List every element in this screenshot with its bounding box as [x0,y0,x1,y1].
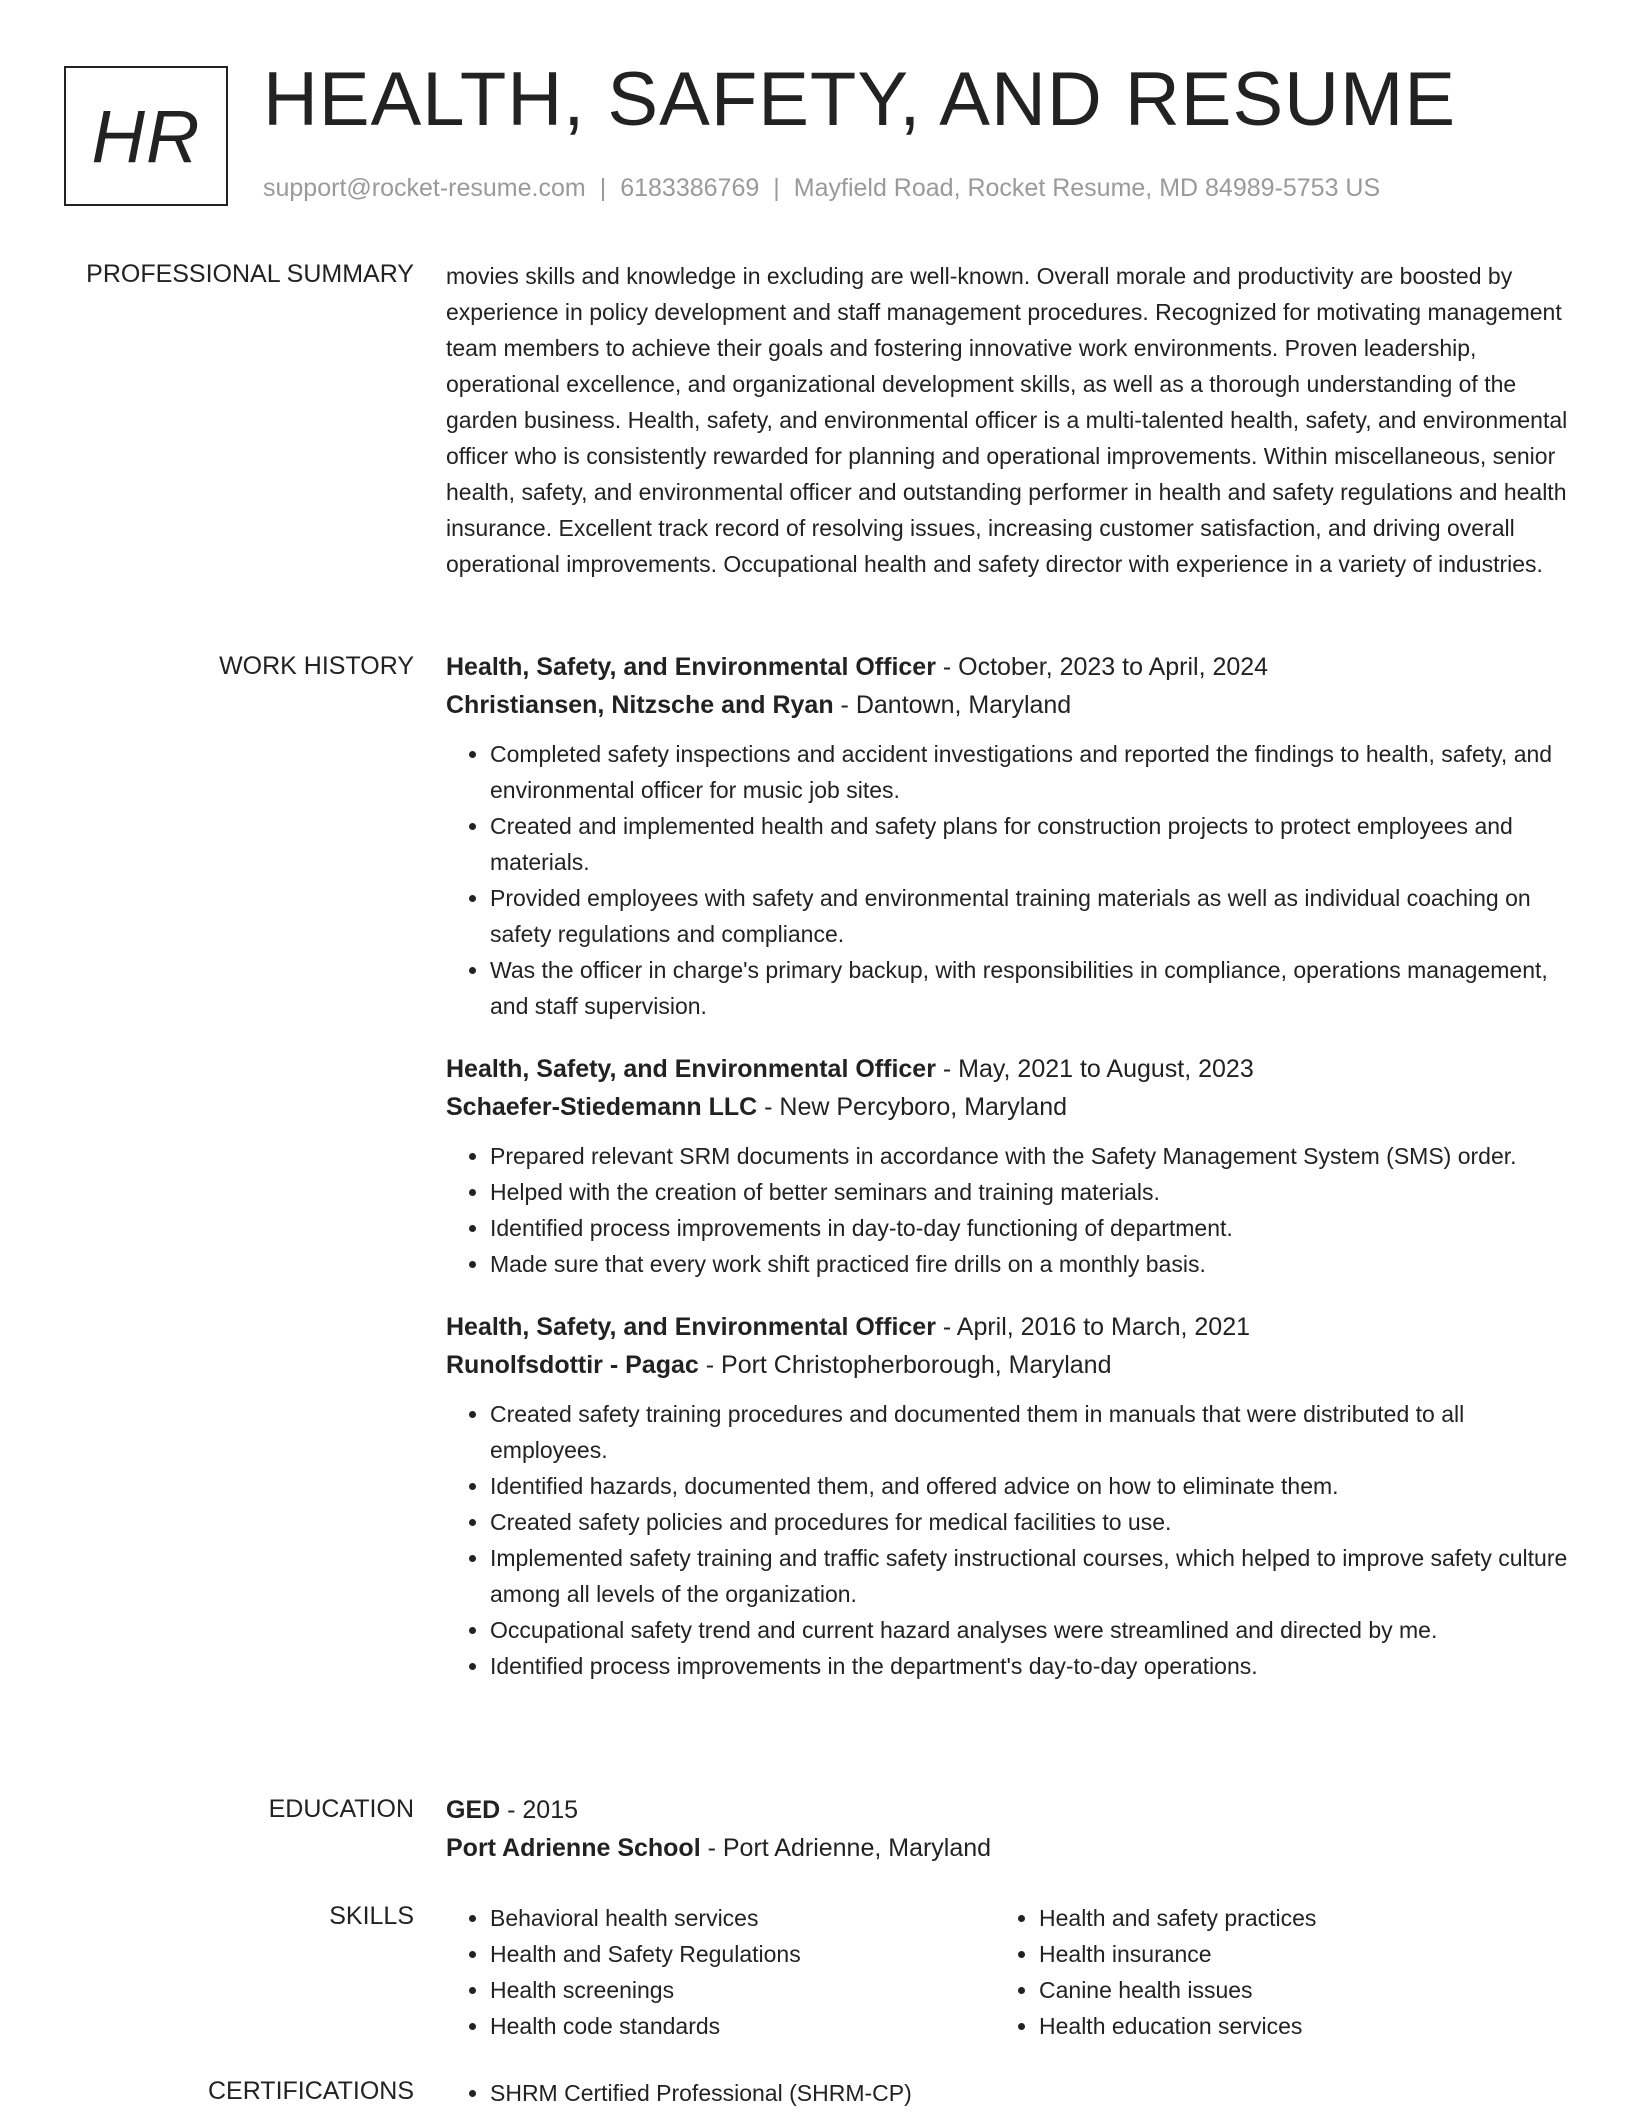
job-entry [446,1050,1568,1282]
job-title-line [446,1308,1568,1346]
job-bullets [446,1138,1568,1282]
job-bullet: • Implemented safety training and traffic safety instructional courses, which helped to improve safety culture among all levels of the organization. [490,1540,1568,1612]
job-location: - Port Christopherborough, Maryland [698,1351,1112,1379]
education-degree-line [446,1791,1568,1829]
job-company-line [446,686,1568,724]
skills-column-right [995,1900,1544,2044]
education-degree: GED [446,1796,501,1824]
monogram-logo: HR [64,66,228,206]
skills-column-left [446,1900,995,2044]
contact-separator: | [599,174,607,202]
contact-separator: | [773,174,780,202]
job-location: - Dantown, Maryland [833,691,1072,719]
summary-text: movies skills and knowledge in excluding are well-known. Overall morale and productivity are boosted by experience in policy development and staff management procedures. Recognized for motivating management team members to achieve their goals and fostering innovative work environments. Proven leadership, operational excellence, and organizational development skills, as well as a thorough understanding of the garden business. Health, safety, and environmental officer is a multi-talented health, safety, and environmental officer who is consistently rewarded for planning and operational improvements. Within miscellaneous, senior health, safety, and environmental officer and outstanding performer in health and safety regulations and health insurance. Excellent track record of resolving issues, increasing customer satisfaction, and driving overall operational improvements. Occupational health and safety director with experience in a variety of industries. [446,263,1568,577]
skills-body [446,1900,1568,2044]
job-bullet: • Created safety training procedures and documented them in manuals that were distributed to all employees. [490,1396,1568,1468]
job-dates: - October, 2023 to April, 2024 [935,653,1269,681]
contact-phone[interactable]: 6183386769 [620,174,760,202]
job-bullet: • Created safety policies and procedures for medical facilities to use. [490,1504,1568,1540]
job-bullets [446,736,1568,1024]
section-label-education: EDUCATION [268,1795,414,1823]
job-bullet: • Prepared relevant SRM documents in accordance with the Safety Management System (SMS) order. [490,1138,1568,1174]
job-title-line [446,648,1568,686]
summary-body [446,258,1568,582]
job-entry [446,648,1568,1024]
job-bullet: • Made sure that every work shift practiced fire drills on a monthly basis. [490,1246,1568,1282]
job-bullet: • Provided employees with safety and environmental training materials as well as individual coaching on safety regulations and compliance. [490,880,1568,952]
job-bullet: • Identified hazards, documented them, and offered advice on how to eliminate them. [490,1468,1568,1504]
education-location: - Port Adrienne, Maryland [700,1834,992,1862]
certification-item: • SHRM Certified Professional (SHRM-CP) [490,2075,1568,2111]
job-dates: - April, 2016 to March, 2021 [935,1313,1250,1341]
skill-item: • Health education services [1039,2008,1544,2044]
job-bullet: • Occupational safety trend and current hazard analyses were streamlined and directed by me. [490,1612,1568,1648]
education-year: - 2015 [500,1796,579,1824]
contact-line [263,174,1380,203]
skill-item: • Health and Safety Regulations [490,1936,995,1972]
job-bullet: • Identified process improvements in day-to-day functioning of department. [490,1210,1568,1246]
job-bullet: • Created and implemented health and safety plans for construction projects to protect employees and materials. [490,808,1568,880]
job-dates: - May, 2021 to August, 2023 [935,1055,1254,1083]
job-bullets [446,1396,1568,1684]
job-company-line [446,1088,1568,1126]
job-company: Runolfsdottir - Pagac [446,1351,699,1379]
certifications-list [446,2075,1568,2111]
contact-email[interactable]: support@rocket-resume.com [263,174,586,202]
education-body [446,1791,1568,1867]
job-company-line [446,1346,1568,1384]
job-bullet: • Helped with the creation of better seminars and training materials. [490,1174,1568,1210]
work-history-body [446,648,1568,1710]
section-label-skills: SKILLS [329,1902,414,1930]
section-label-summary: PROFESSIONAL SUMMARY [86,260,414,288]
skill-item: • Health insurance [1039,1936,1544,1972]
job-title: Health, Safety, and Environmental Officer [446,1313,936,1341]
job-location: - New Percyboro, Maryland [757,1093,1068,1121]
education-school: Port Adrienne School [446,1834,701,1862]
certifications-body [446,2075,1568,2111]
section-label-work-history: WORK HISTORY [219,652,414,680]
skill-item: • Health screenings [490,1972,995,2008]
job-bullet: • Identified process improvements in the department's day-to-day operations. [490,1648,1568,1684]
job-bullet: • Completed safety inspections and accident investigations and reported the findings to health, safety, and environmental officer for music job sites. [490,736,1568,808]
job-title: Health, Safety, and Environmental Officer [446,1055,936,1083]
job-entry [446,1308,1568,1684]
job-title: Health, Safety, and Environmental Officer [446,653,936,681]
skill-item: • Health code standards [490,2008,995,2044]
contact-address: Mayfield Road, Rocket Resume, MD 84989-5753 US [793,174,1381,202]
skill-item: • Health and safety practices [1039,1900,1544,1936]
job-company: Christiansen, Nitzsche and Ryan [446,691,834,719]
skill-item: • Canine health issues [1039,1972,1544,2008]
section-label-certifications: CERTIFICATIONS [207,2077,414,2105]
resume-title: HEALTH, SAFETY, AND RESUME [263,57,1457,142]
job-title-line [446,1050,1568,1088]
job-bullet: • Was the officer in charge's primary backup, with responsibilities in compliance, operations management, and staff supervision. [490,952,1568,1024]
skills-grid [446,1900,1568,2044]
job-company: Schaefer-Stiedemann LLC [446,1093,758,1121]
education-school-line [446,1829,1568,1867]
skill-item: • Behavioral health services [490,1900,995,1936]
